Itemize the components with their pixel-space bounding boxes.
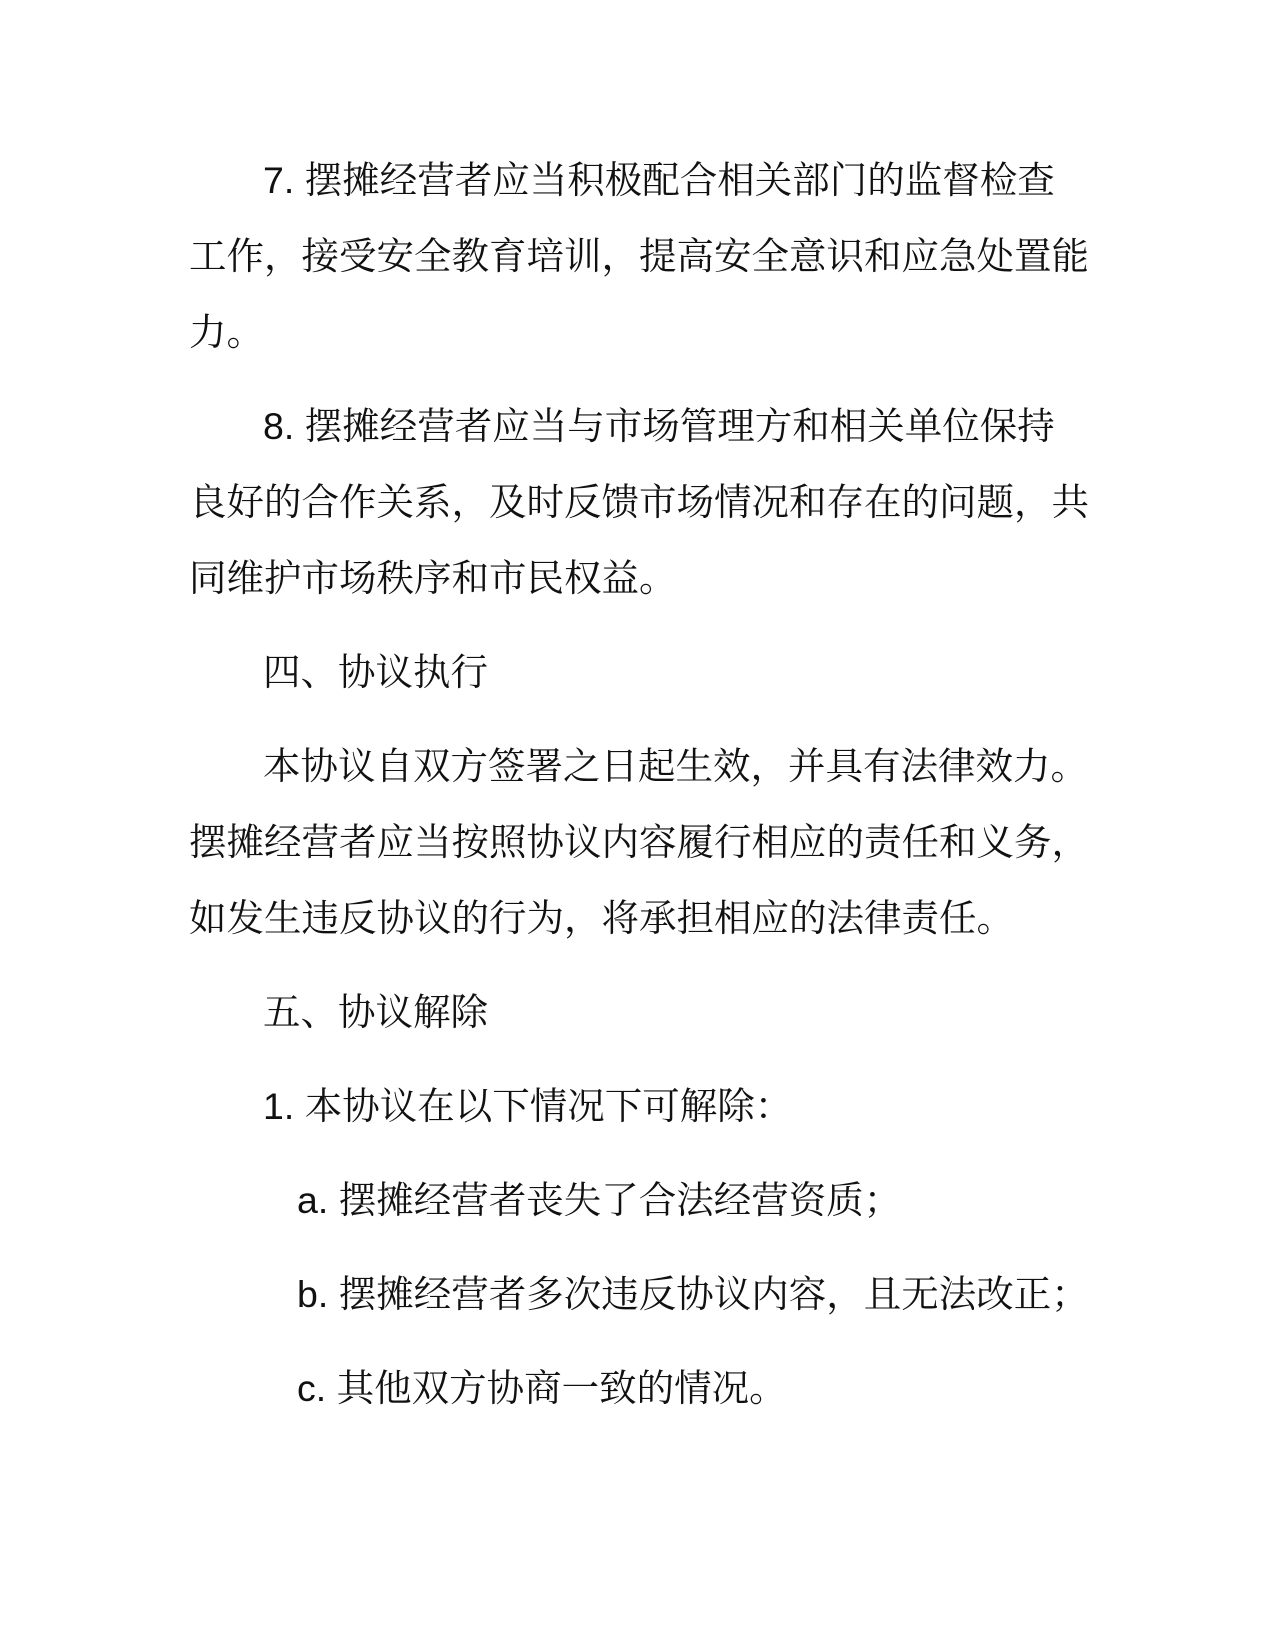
termination-condition-a: a. 摆摊经营者丧失了合法经营资质； [297,1179,902,1221]
section-heading-termination: 五、协议解除 [263,991,488,1033]
termination-clause-1: 1. 本协议在以下情况下可解除： [263,1085,793,1127]
section-heading-execution: 四、协议执行 [263,651,488,693]
termination-condition-c: c. 其他双方协商一致的情况。 [297,1367,787,1409]
clause-7: 7. 摆摊经营者应当积极配合相关部门的监督检查工作，接受安全教育培训，提高安全意识和应急处置能力。 [189,159,1089,353]
document-body [189,0,1089,1426]
section-execution-paragraph: 本协议自双方签署之日起生效，并具有法律效力。摆摊经营者应当按照协议内容履行相应的责任和义务，如发生违反协议的行为，将承担相应的法律责任。 [189,745,1089,939]
clause-8: 8. 摆摊经营者应当与市场管理方和相关单位保持良好的合作关系，及时反馈市场情况和存在的问题，共同维护市场秩序和市民权益。 [189,405,1089,599]
termination-condition-b: b. 摆摊经营者多次违反协议内容，且无法改正； [297,1273,1089,1315]
